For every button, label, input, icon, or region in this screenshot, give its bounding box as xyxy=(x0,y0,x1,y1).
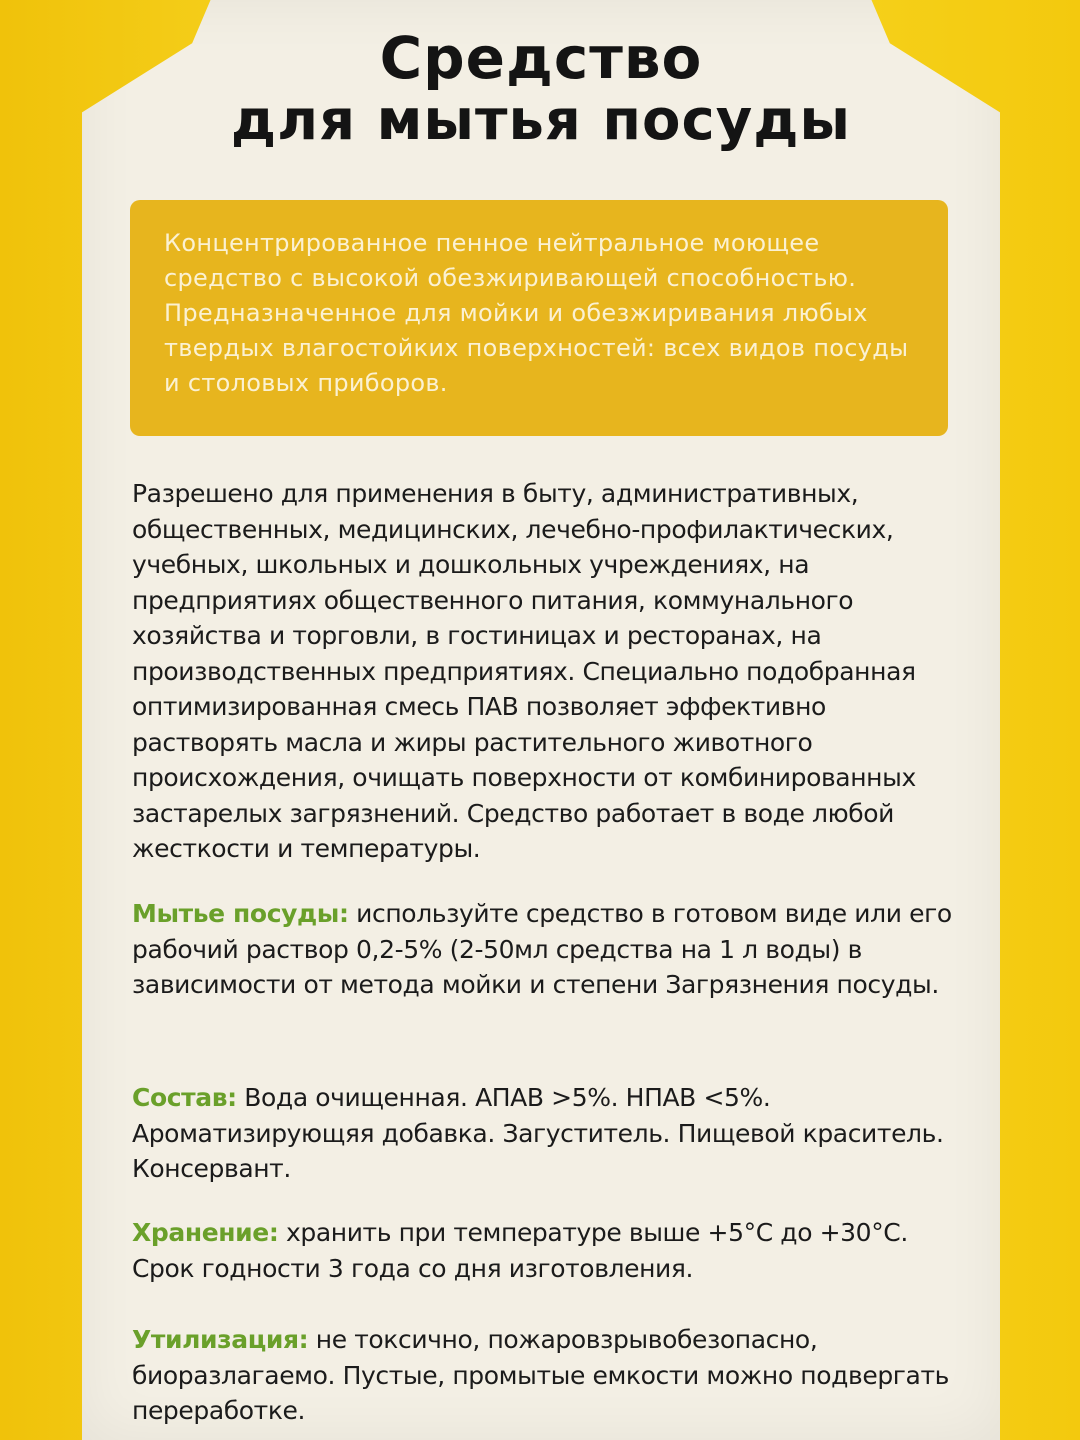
storage-section xyxy=(132,1215,962,1286)
composition-text: Вода очищенная. АПАВ >5%. НПАВ <5%. Ароматизирующяя добавка. Загуститель. Пищевой краситель. Консервант. xyxy=(132,1083,944,1183)
usage-permission-text: Разрешено для применения в быту, административных, общественных, медицинских, лечебно-профилактических, учебных, школьных и дошкольных учреждениях, на предприятиях общественного питания, коммунального хозяйства и торговли, в гостиницах и ресторанах, на производственных предприятиях. Специально подобранная оптимизированная смесь ПАВ позволяет эффективно растворять масла и жиры растительного животного происхождения, очищать поверхности от комбинированных застарелых загрязнений. Средство работает в воде любой жесткости и температуры. xyxy=(132,479,916,863)
intro-text: Концентрированное пенное нейтральное моющее средство с высокой обезжиривающей способностью. Предназначенное для мойки и обезжиривания любых твердых влагостойких поверхностей: всех видов посуды и столовых приборов. xyxy=(164,229,909,397)
dish-washing-section xyxy=(132,896,962,1003)
disposal-text: не токсично, пожаровзрывобезопасно, биоразлагаемо. Пустые, промытые емкости можно подвергать переработке. xyxy=(132,1325,949,1425)
storage-label: Хранение: xyxy=(132,1218,279,1247)
storage-text: хранить при температуре выше +5°С до +30°С. Срок годности 3 года со дня изготовления. xyxy=(132,1218,908,1283)
disposal-label: Утилизация: xyxy=(132,1325,309,1354)
composition-label: Состав: xyxy=(132,1083,237,1112)
disposal-section xyxy=(132,1322,962,1429)
intro-box xyxy=(130,200,948,436)
composition-section xyxy=(132,1080,962,1187)
dish-washing-text: используйте средство в готовом виде или его рабочий раствор 0,2-5% (2-50мл средства на 1 л воды) в зависимости от метода мойки и степени Загрязнения посуды. xyxy=(132,899,952,999)
product-title-line-1: Средство xyxy=(379,24,703,92)
dish-washing-label: Мытье посуды: xyxy=(132,899,349,928)
product-title-line-2: для мытья посуды xyxy=(230,88,852,153)
